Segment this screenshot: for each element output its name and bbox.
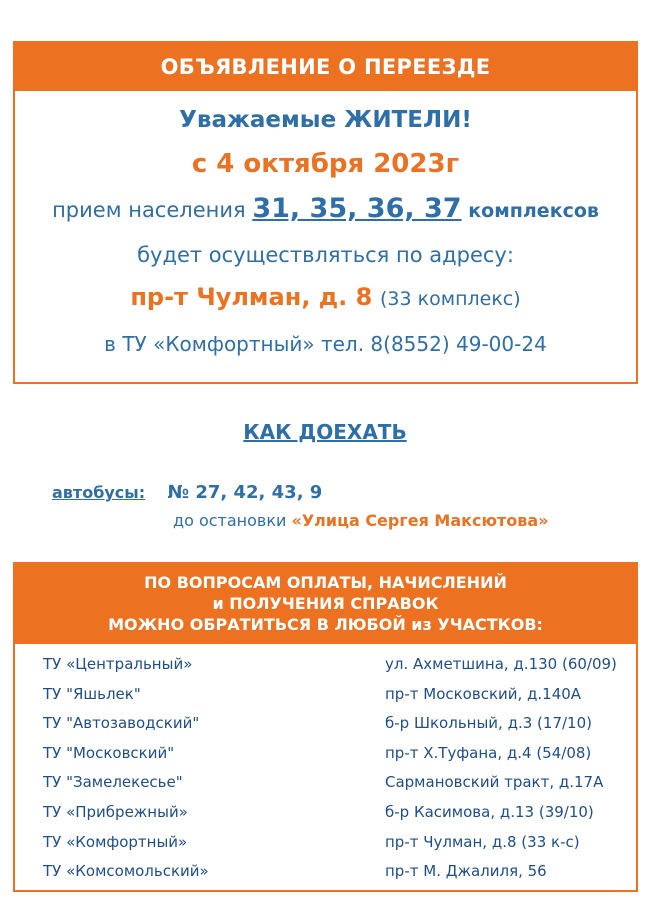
list-item [15,773,636,803]
complex-numbers: 31, 35, 36, 37 [252,193,462,224]
list-item [15,862,636,892]
directions-title: КАК ДОЕХАТЬ [243,420,407,444]
office-address: ул. Ахметшина, д.130 (60/09) [385,655,617,673]
offices-banner-line: и ПОЛУЧЕНИЯ СПРАВОК [212,594,439,613]
bus-line [52,482,322,503]
office-address: пр-т Московский, д.140А [385,684,582,703]
bus-numbers: № 27, 42, 43, 9 [167,482,323,503]
office-name: ТУ «Комфортный» [43,832,188,851]
office-address: б-р Касимова, д.13 (39/10) [385,802,594,821]
new-address [15,283,636,311]
address-note: (33 комплекс) [380,288,521,310]
office-name: ТУ "Автозаводский" [43,714,200,733]
list-item [15,714,636,744]
list-item [15,803,636,833]
office-name: ТУ "Московский" [43,743,175,762]
offices-banner-line: МОЖНО ОБРАТИТЬСЯ В ЛЮБОЙ из УЧАСТКОВ: [108,615,543,634]
office-name: ТУ "Яшьлек" [43,684,141,703]
offices-banner [15,564,636,644]
office-address: пр-т Чулман, д.8 (33 к-с) [385,832,580,851]
office-address: пр-т Х.Туфана, д.4 (54/08) [385,743,592,762]
list-item [15,744,636,774]
greeting: Уважаемые ЖИТЕЛИ! [179,107,472,133]
office-name: ТУ «Центральный» [43,655,193,673]
office-name: ТУ «Комсомольский» [43,862,209,881]
stop-prefix: до остановки [173,511,287,530]
office-address: пр-т М. Джалиля, 56 [385,862,547,881]
reception-line [15,193,636,224]
reception-suffix: комплексов [468,200,599,222]
address-intro: будет осуществляться по адресу: [137,243,514,267]
tu-contact-line: в ТУ «Комфортный» тел. 8(8552) 49-00-24 [104,332,547,356]
offices-list [15,655,636,892]
offices-banner-line: ПО ВОПРОСАМ ОПЛАТЫ, НАЧИСЛЕНИЙ [144,573,507,592]
stop-name: «Улица Сергея Максютова» [291,511,549,530]
office-name: ТУ "Замелекесье" [43,773,183,792]
office-address: Сармановский тракт, д.17А [385,773,604,792]
effective-date: с 4 октября 2023г [191,149,460,179]
list-item [15,685,636,715]
list-item [15,655,636,685]
office-name: ТУ «Прибрежный» [43,802,188,821]
notice-banner: ОБЪЯВЛЕНИЕ О ПЕРЕЕЗДЕ [15,43,636,91]
stop-line [173,511,549,530]
bus-label: автобусы: [52,483,146,502]
address-main: пр-т Чулман, д. 8 [130,283,373,311]
offices-box [13,562,638,892]
list-item [15,833,636,863]
relocation-notice [13,41,638,384]
reception-prefix: прием населения [52,198,246,222]
office-address: б-р Школьный, д.3 (17/10) [385,714,592,733]
